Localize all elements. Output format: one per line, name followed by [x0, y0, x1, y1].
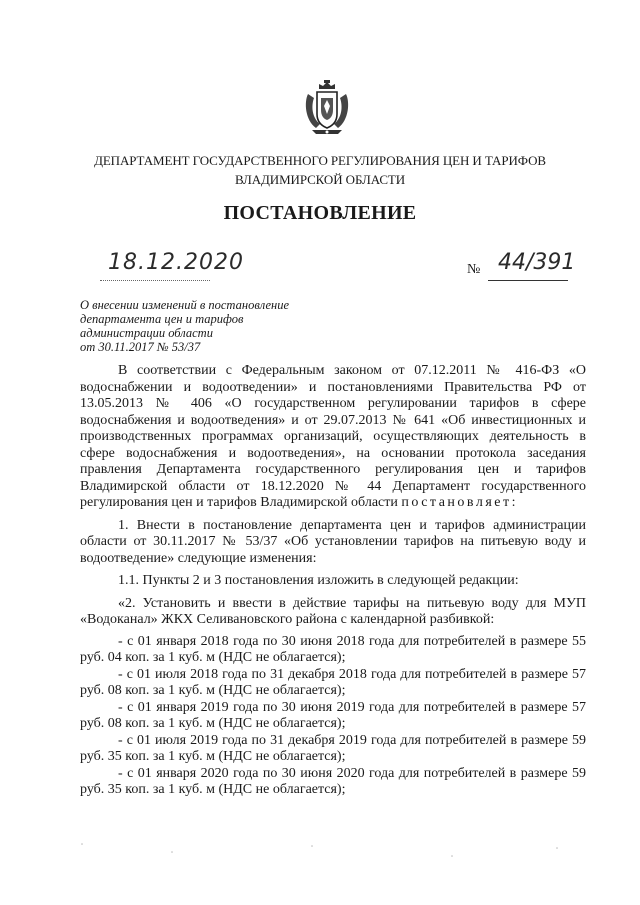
subject-line: департамента цен и тарифов: [80, 312, 244, 326]
subject-line: администрации области: [80, 326, 213, 340]
tariff-line: - с 01 января 2018 года по 30 июня 2018 года для потребителей в размере 55 руб. 04 коп. за 1 куб. м (НДС не облагается);: [80, 633, 586, 665]
subject-line: от 30.11.2017 № 53/37: [80, 340, 201, 354]
tariff-line: - с 01 июля 2019 года по 31 декабря 2019 года для потребителей в размере 59 руб. 35 коп. за 1 куб. м (НДС не облагается);: [80, 732, 586, 764]
department-name-line-2: ВЛАДИМИРСКОЙ ОБЛАСТИ: [234, 172, 406, 187]
item-1-1-paragraph: 1.1. Пункты 2 и 3 постановления изложить в следующей редакции:: [118, 573, 519, 588]
subject-block: [80, 298, 340, 354]
date-underline: [100, 280, 210, 281]
tariff-line: - с 01 января 2020 года по 30 июня 2020 года для потребителей в размере 59 руб. 35 коп. за 1 куб. м (НДС не облагается);: [80, 765, 586, 797]
number-sign: №: [467, 262, 481, 277]
preamble-text: В соответствии с Федеральным законом от 07.12.2011 № 416-ФЗ «О водоснабжении и водоотведении» и постановлениями Правительства РФ от 13.05.2013 № 406 «О государственном регулировании тарифов в сфере водоснабжения и водоотведения» и от 29.07.2013 № 641 «Об инвестиционных и производственных программах организаций, осуществляющих деятельность в сфере водоснабжения и водоотведения», на основании протокола заседания правления Департамента государственного регулирования цен и тарифов Владимирской области от 18.12.2020 № 44 Департамент государственного регулирования цен и тарифов Владимирской области: [80, 363, 586, 510]
item-1-paragraph: 1. Внести в постановление департамента цен и тарифов администрации области от 30.11.2017 № 53/37 «Об установлении тарифов на питьевую воду и водоотведение» следующие изменения:: [80, 517, 586, 566]
tariff-line: - с 01 января 2019 года по 30 июня 2019 года для потребителей в размере 57 руб. 08 коп. за 1 куб. м (НДС не облагается);: [80, 699, 586, 731]
coat-of-arms-emblem: [302, 80, 352, 136]
subject-line: О внесении изменений в постановление: [80, 298, 290, 312]
number-underline: [488, 280, 568, 281]
decree-word: постановляет: [401, 495, 512, 510]
handwritten-date: 18.12.2020: [108, 250, 244, 275]
item-2-paragraph: «2. Установить и ввести в действие тарифы на питьевую воду для МУП «Водоканал» ЖКХ Селивановского района с календарной разбивкой:: [80, 595, 586, 627]
handwritten-document-number: 44/391: [498, 250, 576, 275]
tariff-line: - с 01 июля 2018 года по 31 декабря 2018 года для потребителей в размере 57 руб. 08 коп. за 1 куб. м (НДС не облагается);: [80, 666, 586, 698]
document-title: ПОСТАНОВЛЕНИЕ: [223, 202, 417, 224]
scan-noise-dots: [52, 838, 592, 868]
department-name-line-1: ДЕПАРТАМЕНТ ГОСУДАРСТВЕННОГО РЕГУЛИРОВАНИЯ ЦЕН И ТАРИФОВ: [94, 153, 546, 168]
preamble-colon: :: [511, 495, 516, 510]
document-body: [80, 363, 586, 799]
preamble-paragraph: [80, 363, 586, 512]
